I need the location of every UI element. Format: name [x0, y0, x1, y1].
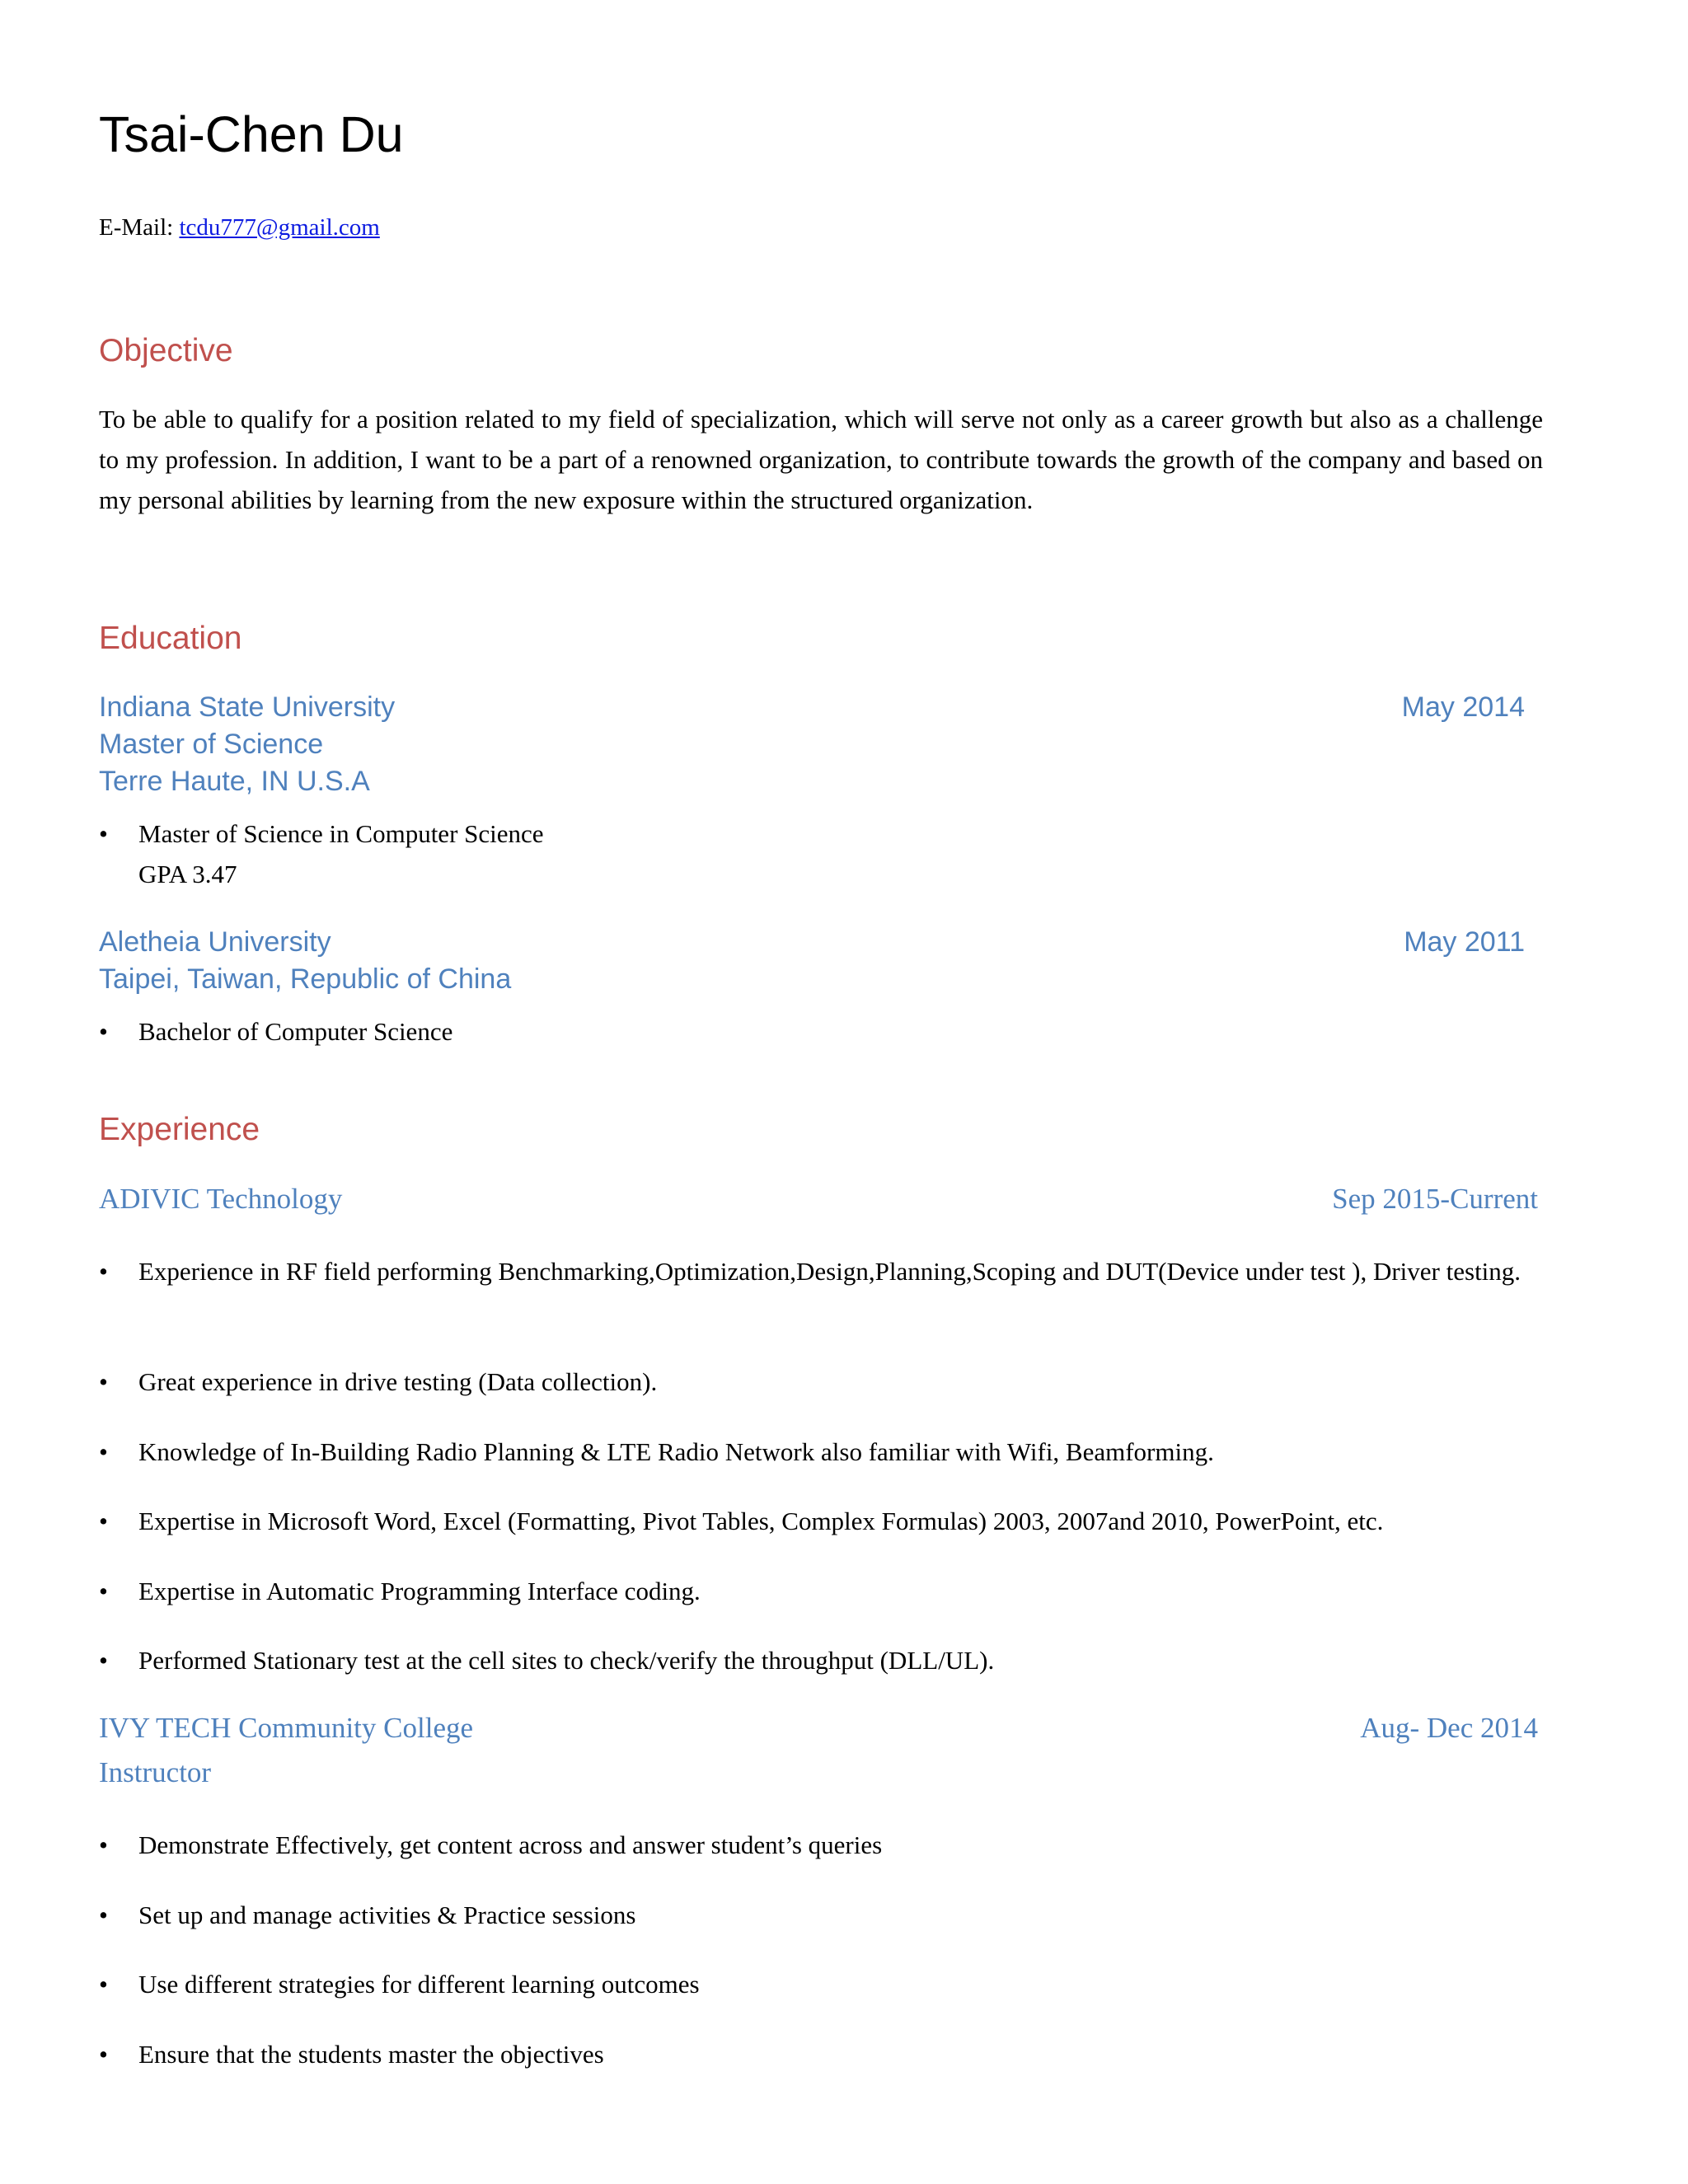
- job-bullet-text: Expertise in Microsoft Word, Excel (Formatting, Pivot Tables, Complex Formulas) 2003, 2007and 2010, PowerPoint, etc.: [138, 1507, 1384, 1535]
- bullet-icon: •: [99, 1437, 108, 1466]
- job-bullet-text: Knowledge of In-Building Radio Planning & LTE Radio Network also familiar with Wifi, Beamforming.: [138, 1437, 1214, 1466]
- bullet-icon: •: [99, 1577, 108, 1605]
- objective-text: To be able to qualify for a position related to my field of specialization, which will serve not only as a career growth but also as a challenge to my profession. In addition, I want to be a part of a renowned organization, to contribute towards the growth of the company and based on my personal abilities by learning from the new exposure within the structured organization.: [99, 405, 1543, 514]
- list-item: [99, 1432, 1550, 1472]
- job-company: ADIVIC Technology: [99, 1183, 343, 1215]
- bullet-icon: •: [99, 1017, 108, 1046]
- job-bullet-text: Performed Stationary test at the cell sites to check/verify the throughput (DLL/UL).: [138, 1646, 995, 1675]
- education-school: Indiana State University: [99, 691, 396, 723]
- email-link[interactable]: tcdu777@gmail.com: [179, 214, 380, 241]
- job-bullet-text: Experience in RF field performing Benchmarking,Optimization,Design,Planning,Scoping and DUT(Device under test ), Driver testing.: [138, 1257, 1522, 1286]
- list-item: [99, 1895, 1550, 1935]
- education-heading: Education: [99, 621, 242, 656]
- email-line: [99, 211, 380, 244]
- bullet-icon: •: [99, 1257, 108, 1286]
- list-item: [99, 813, 1550, 894]
- education-date: May 2011: [1404, 926, 1525, 958]
- bullet-icon: •: [99, 1507, 108, 1535]
- list-item: [99, 1501, 1550, 1541]
- education-gpa: GPA 3.47: [138, 860, 237, 888]
- bullet-icon: •: [99, 819, 108, 848]
- job-bullet-text: Expertise in Automatic Programming Interface coding.: [138, 1577, 701, 1605]
- bullet-icon: •: [99, 1970, 108, 1999]
- bullet-icon: •: [99, 1830, 108, 1859]
- list-item: [99, 1011, 1550, 1052]
- bullet-icon: •: [99, 1646, 108, 1675]
- list-item: [99, 1964, 1550, 2004]
- list-item: [99, 1251, 1550, 1291]
- education-date: May 2014: [1401, 691, 1525, 723]
- bullet-icon: •: [99, 2040, 108, 2069]
- email-label: E-Mail:: [99, 214, 180, 241]
- job-company: IVY TECH Community College: [99, 1712, 474, 1744]
- list-item: [99, 2034, 1550, 2074]
- job-bullet-text: Ensure that the students master the objectives: [138, 2040, 604, 2069]
- list-item: [99, 1571, 1550, 1611]
- list-item: [99, 1361, 1550, 1402]
- job-role: Instructor: [99, 1756, 212, 1788]
- job-bullet-text: Set up and manage activities & Practice sessions: [138, 1900, 636, 1929]
- objective-heading: Objective: [99, 333, 233, 368]
- list-item: [99, 1640, 1550, 1680]
- education-bullet-text: Bachelor of Computer Science: [138, 1017, 453, 1046]
- education-bullet-text: Master of Science in Computer Science: [138, 819, 544, 848]
- job-date: Sep 2015-Current: [1332, 1183, 1538, 1215]
- resume-name: Tsai-Chen Du: [99, 106, 404, 162]
- job-bullet-text: Great experience in drive testing (Data collection).: [138, 1367, 658, 1396]
- job-date: Aug- Dec 2014: [1360, 1712, 1538, 1744]
- education-location: Taipei, Taiwan, Republic of China: [99, 963, 512, 995]
- experience-heading: Experience: [99, 1112, 260, 1147]
- job-bullet-text: Demonstrate Effectively, get content across and answer student’s queries: [138, 1830, 883, 1859]
- education-school: Aletheia University: [99, 926, 331, 958]
- bullet-icon: •: [99, 1367, 108, 1396]
- bullet-icon: •: [99, 1900, 108, 1929]
- job-bullet-text: Use different strategies for different learning outcomes: [138, 1970, 700, 1999]
- list-item: [99, 1825, 1550, 1865]
- education-location: Terre Haute, IN U.S.A: [99, 766, 370, 797]
- education-degree: Master of Science: [99, 729, 324, 760]
